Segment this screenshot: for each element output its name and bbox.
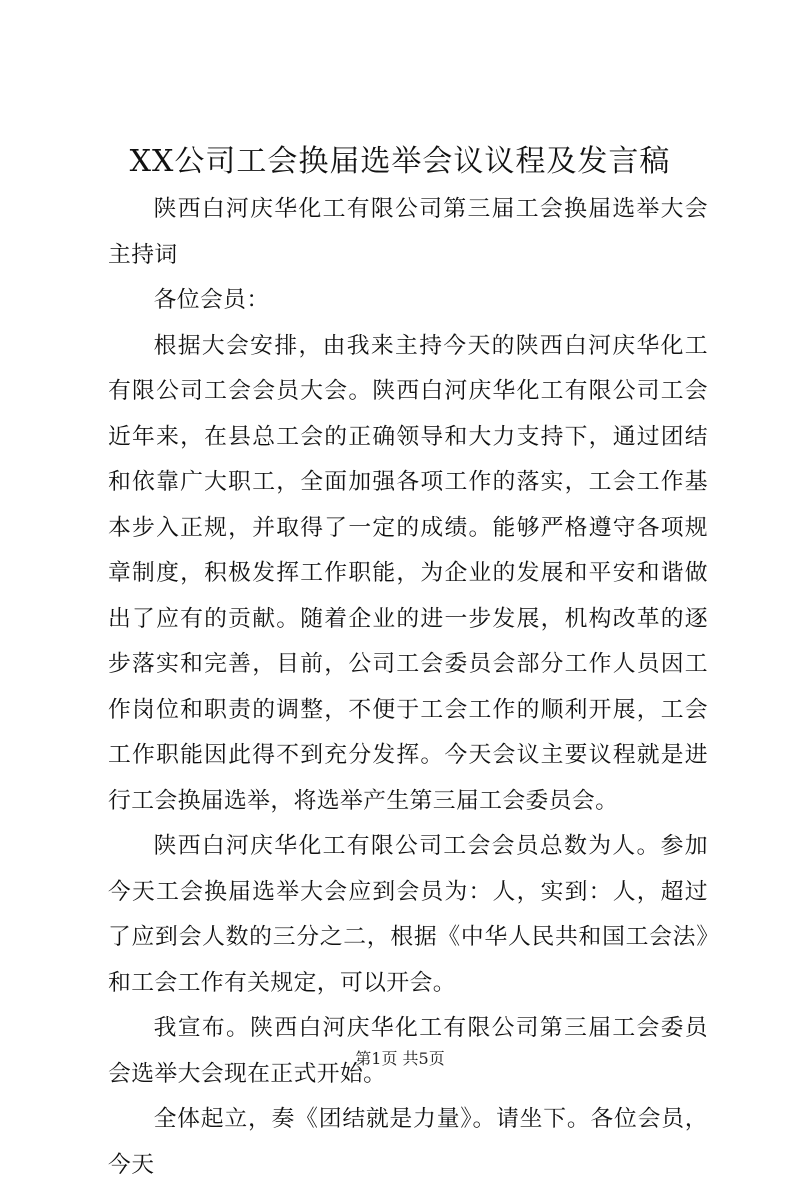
document-title: XX公司工会换届选举会议议程及发言稿 xyxy=(129,144,671,179)
page-number-footer: 第1页 共5页 xyxy=(355,1049,445,1068)
paragraph: 我宣布。陕西白河庆华化工有限公司第三届工会委员会选举大会现在正式开始。 xyxy=(108,1015,708,1087)
paragraph-heading: 陕西白河庆华化工有限公司第三届工会换届选举大会主持词 xyxy=(108,196,708,268)
document-body xyxy=(108,187,708,1188)
paragraph: 陕西白河庆华化工有限公司工会会员总数为人。参加今天工会换届选举大会应到会员为：人，实到：人，超过了应到会人数的三分之二，根据《中华人民共和国工会法》和工会工作有关规定，可以开会。 xyxy=(108,833,708,996)
paragraph: 根据大会安排，由我来主持今天的陕西白河庆华化工有限公司工会会员大会。陕西白河庆华化工有限公司工会近年来，在县总工会的正确领导和大力支持下，通过团结和依靠广大职工，全面加强各项工作的落实，工会工作基本步入正规，并取得了一定的成绩。能够严格遵守各项规章制度，积极发挥工作职能，为企业的发展和平安和谐做出了应有的贡献。随着企业的进一步发展，机构改革的逐步落实和完善，目前，公司工会委员会部分工作人员因工作岗位和职责的调整，不便于工会工作的顺利开展，工会工作职能因此得不到充分发挥。今天会议主要议程就是进行工会换届选举，将选举产生第三届工会委员会。 xyxy=(108,332,708,814)
paragraph: 全体起立，奏《团结就是力量》。请坐下。各位会员，今天 xyxy=(108,1106,708,1178)
paragraph-salutation: 各位会员： xyxy=(153,287,270,313)
